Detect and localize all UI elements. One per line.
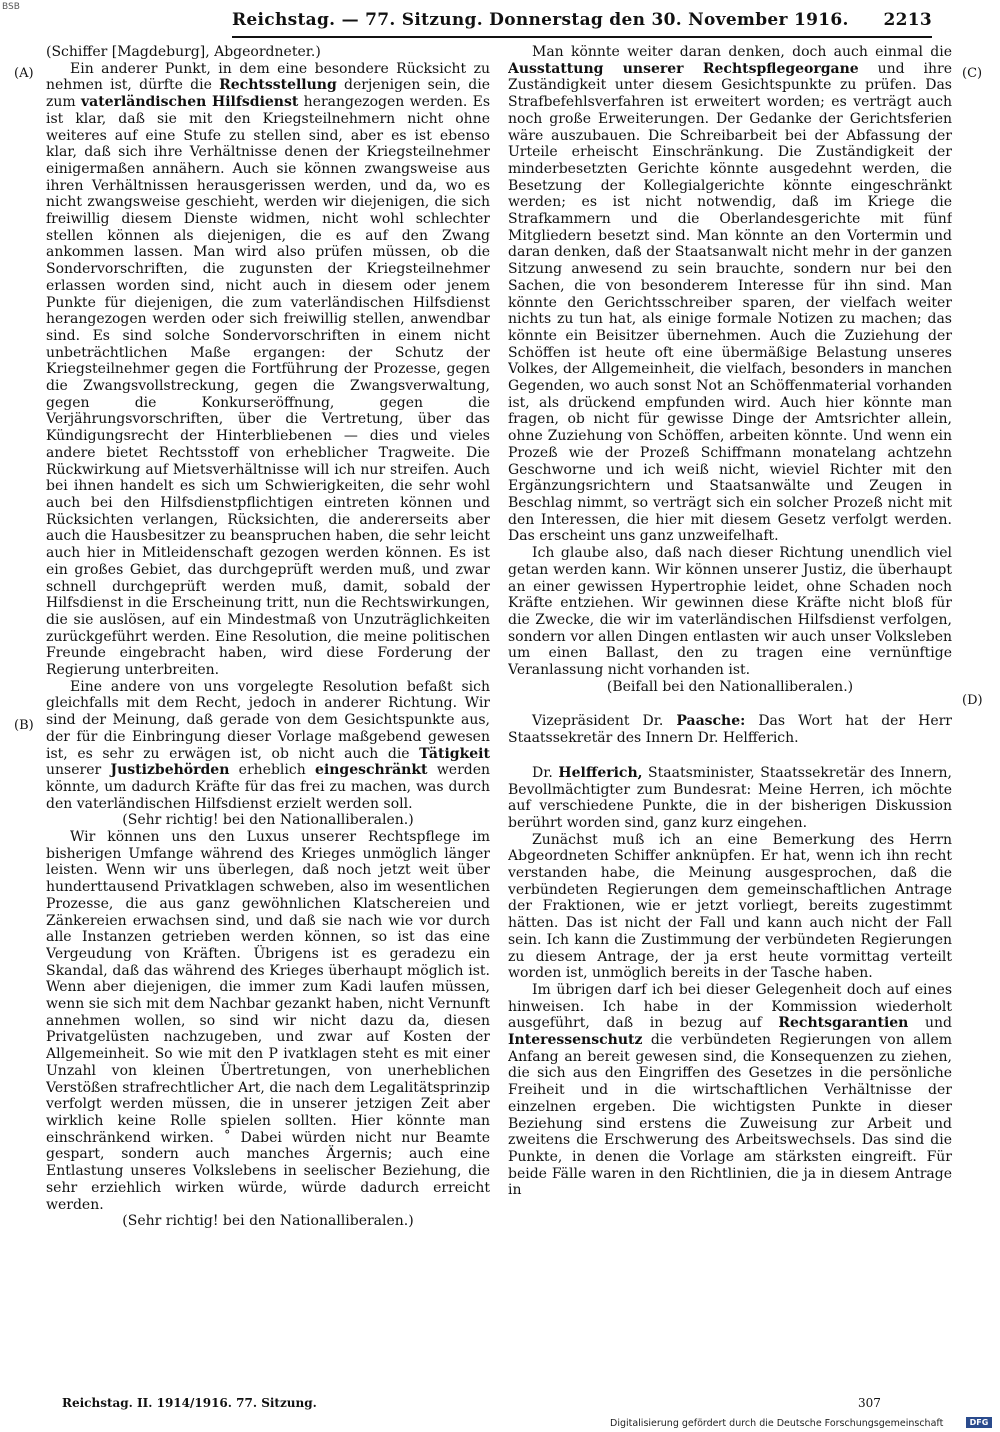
applause-note: (Sehr richtig! bei den Nationalliberalen.) [122, 1213, 414, 1230]
paragraph: Zunächst muß ich an eine Bemerkung des Herrn Abgeordneten Schiffer anknüpfen. Er hat, wenn ich ihn recht verstanden habe, die Meinung ausgesprochen, daß die verbündeten Regierungen dem gemeinschaftlichen Antrage der Fraktionen, wie er jetzt vorliegt, bereits zugestimmt hätten. Das ist nicht der Fall und kann auch nicht der Fall sein. Ich kann die Zustimmung der verbündeten Regierungen zu diesem Antrage, der ja erst heute vormittag verteilt worden ist, unmöglich bereits in der Tasche haben. [508, 831, 952, 982]
margin-marker-b: (B) [14, 718, 34, 733]
page-header [232, 10, 932, 38]
paragraph: Ein anderer Punkt, in dem eine besondere Rücksicht zu nehmen ist, dürfte die Rechtsstellung derjenigen sein, die zum vaterländischen Hilfsdienst herangezogen werden. Es ist klar, daß sie mit den Kriegsteilnehmern nicht ohne weiteres auf eine Stufe zu stellen sind, aber es ist ebenso klar, daß sich ihre Verhältnisse denen der Kriegsteilnehmer einigermaßen annähern. Auch sie können zwangsweise aus ihren Verhältnissen herausgerissen werden, und da, wo es nicht zwangsweise geschieht, werden wir diejenigen, die sich freiwillig diesem Dienste widmen, nicht wohl schlechter stellen können als diejenigen, die es auf den Zwang ankommen lassen. Man wird also prüfen müssen, ob die Sondervorschriften, die zugunsten der Kriegsteilnehmer erlassen worden sind, nicht auch in diesem oder jenem Punkte für diejenigen, die zum vaterländischen Hilfsdienst herangezogen werden oder sich freiwillig stellen, anwendbar sind. Es sind solche Sondervorschriften in einem nicht unbeträchtlichen Maße ergangen: der Schutz der Kriegsteilnehmer gegen die Fortführung der Prozesse, gegen die Zwangsvollstreckung, gegen die Zwangsverwaltung, gegen die Konkurseröffnung, gegen die Verjährungsvorschriften, über die Vertretung, über das Kündigungsrecht der Hinterbliebenen — dies und vieles andere bietet Rechtsstoff von erheblicher Tragweite. Die Rückwirkung auf Mietsverhältnisse will ich nur streifen. Auch bei ihnen handelt es sich um Schwierigkeiten, die sehr wohl auch bei den Hilfsdienstpflichtigen eintreten können und Rücksichten verlangen, Rücksichten, die andererseits aber auch die Hausbesitzer zu beanspruchen haben, die sehr leicht auch hier in Mitleidenschaft gezogen werden können. Es ist ein großes Gebiet, das durchgeprüft werden muß, und zwar schnell durchgeprüft werden muß, damit, sobald der Hilfsdienst in die Erscheinung tritt, nun die Rechtswirkungen, die sie auslösen, auf ein Mindestmaß von Unzuträglichkeiten zurückgeführt werden. Eine Resolution, die meine politischen Freunde eingebracht haben, wird diese Forderung der Regierung unterbreiten. [46, 60, 490, 679]
helfferich-statement: Dr. Helfferich, Staatsminister, Staatssekretär des Innern, Bevollmächtigter zum Bundesrat: Meine Herren, ich möchte auf verschiedene Punkte, die in der bisherigen Diskussion berührt worden sind, ganz kurz eingehen. [508, 764, 952, 831]
dfg-logo: DFG [966, 1417, 992, 1428]
paragraph: Ich glaube also, daß nach dieser Richtung unendlich viel getan werden kann. Wir können unserer Justiz, die überhaupt an einer gewissen Hypertrophie leidet, ohne Schaden noch Kräfte entziehen. Wir gewinnen diese Kräfte nicht bloß für die Zwecke, die wir im vaterländischen Hilfsdienst verfolgen, sondern vor allen Dingen entlasten wir auch unser Volksleben um einen Ballast, den zu tragen eine vernünftige Veranlassung nicht vorhanden ist. [508, 545, 952, 679]
left-column [46, 44, 490, 1389]
applause-note: (Beifall bei den Nationalliberalen.) [606, 678, 854, 695]
paragraph: Eine andere von uns vorgelegte Resolution befaßt sich gleichfalls mit dem Recht, jedoch in anderer Richtung. Wir sind der Meinung, daß gerade von dem Gesichtspunkte aus, der für die Einbringung dieser Vorlage maßgebend gewesen ist, es sehr zu erwägen ist, ob nicht auch die Tätigkeit unserer Justizbehörden erheblich eingeschränkt werden könnte, um dadurch Kräfte für das frei zu machen, was durch den vaterländischen Hilfsdienst erzielt werden soll. [46, 678, 490, 812]
margin-marker-d: (D) [962, 693, 983, 708]
paragraph: Man könnte weiter daran denken, doch auch einmal die Ausstattung unserer Rechtspflegeorgane und ihre Zuständigkeit unter diesem Gesichtspunkte zu prüfen. Das Strafbefehlsverfahren ist erweitert worden; es verträgt auch noch große Erweiterungen. Der Gedanke der Gerichtsferien wäre auszubauen. Die Schreibarbeit bei der Abfassung der Urteile erheischt Einschränkung. Die Zuständigkeit der minderbesetzten Gerichte könnte ausgedehnt werden, die Besetzung der Kollegialgerichte könnte eingeschränkt werden; es ist nicht notwendig, daß im Kriege die Strafkammern und die Oberlandesgerichte mit fünf Mitgliedern besetzt sind. Man könnte an den Vortermin und daran denken, daß der Staatsanwalt nicht mehr in der ganzen Sitzung anwesend zu sein brauchte, sondern nur bei den Sachen, die von besonderem Interesse für ihn sind. Man könnte den Gerichtsschreiber sparen, der vielfach weiter nichts zu tun hat, als einige formale Notizen zu machen; das könnte ein Beisitzer übernehmen. Auch die Zuziehung der Schöffen ist heute oft eine übermäßige Belastung unseres Volkes, der Allgemeinheit, die vielfach, besonders in manchen Gegenden, wo auch sonst Not an Schöffenmaterial vorhanden ist, als drückend empfunden wird. Auch hier könnte man fragen, ob nicht für gewisse Dinge der Amtsrichter allein, ohne Zuziehung von Schöffen, arbeiten könnte. Und wenn ein Prozeß wie der Prozeß Schiffmann monatelang achtzehn Geschworne und ich weiß nicht, wieviel Richter mit den Ergänzungsrichtern und Staatsanwälte und Zeugen in Beschlag nimmt, so verträgt sich ein solcher Prozeß nicht mit den Interessen, die hier mit diesem Gesetz verfolgt werden. Das erscheint uns ganz unzweifelhaft. [508, 44, 952, 545]
page-number: 2213 [883, 10, 932, 30]
margin-marker-a: (A) [14, 66, 34, 81]
footer-signature: Reichstag. II. 1914/1916. 77. Sitzung. [62, 1396, 317, 1410]
margin-marker-c: (C) [962, 66, 983, 81]
right-column [508, 44, 952, 1389]
footer-sheet-number: 307 [858, 1396, 881, 1410]
vice-president-statement: Vizepräsident Dr. Paasche: Das Wort hat der Herr Staatssekretär des Innern Dr. Helfferich. [508, 713, 952, 747]
digitization-credit: Digitalisierung gefördert durch die Deutsche Forschungsgemeinschaft [610, 1418, 944, 1429]
running-title: Reichstag. — 77. Sitzung. Donnerstag den 30. November 1916. [232, 10, 849, 30]
paragraph: Wir können uns den Luxus unserer Rechtspflege im bisherigen Umfange während des Krieges unmöglich länger leisten. Wenn wir uns überlegen, daß noch jetzt weit über hunderttausend Privatklagen schweben, also im wesentlichen Prozesse, die aus ganz gewöhnlichen Klatschereien und Zänkereien erwachsen sind, und daß sie nach wie vor durch alle Instanzen getrieben werden können, so ist das eine Vergeudung von Kräften. Übrigens ist es geradezu ein Skandal, daß das während des Krieges überhaupt möglich ist. Wenn aber diejenigen, die immer zum Kadi laufen müssen, wenn sie sich mit dem Nachbar gezankt haben, nicht Vernunft annehmen wollen, so sind wir nicht dazu da, diesen Privatgelüsten nachzugeben, und zwar auf Kosten der Allgemeinheit. So wie mit den P ivatklagen steht es mit einer Unzahl von kleinen Übertretungen, von unerheblichen Verstößen strafrechtlicher Art, die nach dem Legalitätsprinzip verfolgt werden müssen, die in unserer jetzigen Zeit aber wirklich keine Rolle spielen sollten. Hier könnte man einschränkend wirken. ˚ Dabei würden nicht nur Beamte gespart, sondern auch manches Ärgernis; auch eine Entlastung unseres Volkslebens in seelischer Beziehung, die sehr erziehlich wirken würde, würde dadurch erreicht werden. [46, 829, 490, 1213]
applause-note: (Sehr richtig! bei den Nationalliberalen.) [122, 812, 414, 829]
paragraph: Im übrigen darf ich bei dieser Gelegenheit doch auf eines hinweisen. Ich habe in der Kommission wiederholt ausgeführt, daß in bezug auf Rechtsgarantien und Interessenschutz die verbündeten Regierungen von allem Anfang an bereit gewesen sind, die Konsequenzen zu ziehen, die sich aus den Eingriffen des Gesetzes in die persönliche Freiheit und in die wirtschaftlichen Verhältnisse der einzelnen ergeben. Die wichtigsten Punkte in dieser Beziehung sind erstens die Zuweisung zur Arbeit und zweitens die Erschwerung des Arbeitswechsels. Das sind die Punkte, in denen die Vorlage am stärksten eingreift. Für beide Fälle waren in den Richtlinien, die ja in diesem Antrage in [508, 981, 952, 1199]
speaker-line: (Schiffer [Magdeburg], Abgeordneter.) [46, 44, 321, 60]
library-mark: BSB [2, 2, 20, 12]
